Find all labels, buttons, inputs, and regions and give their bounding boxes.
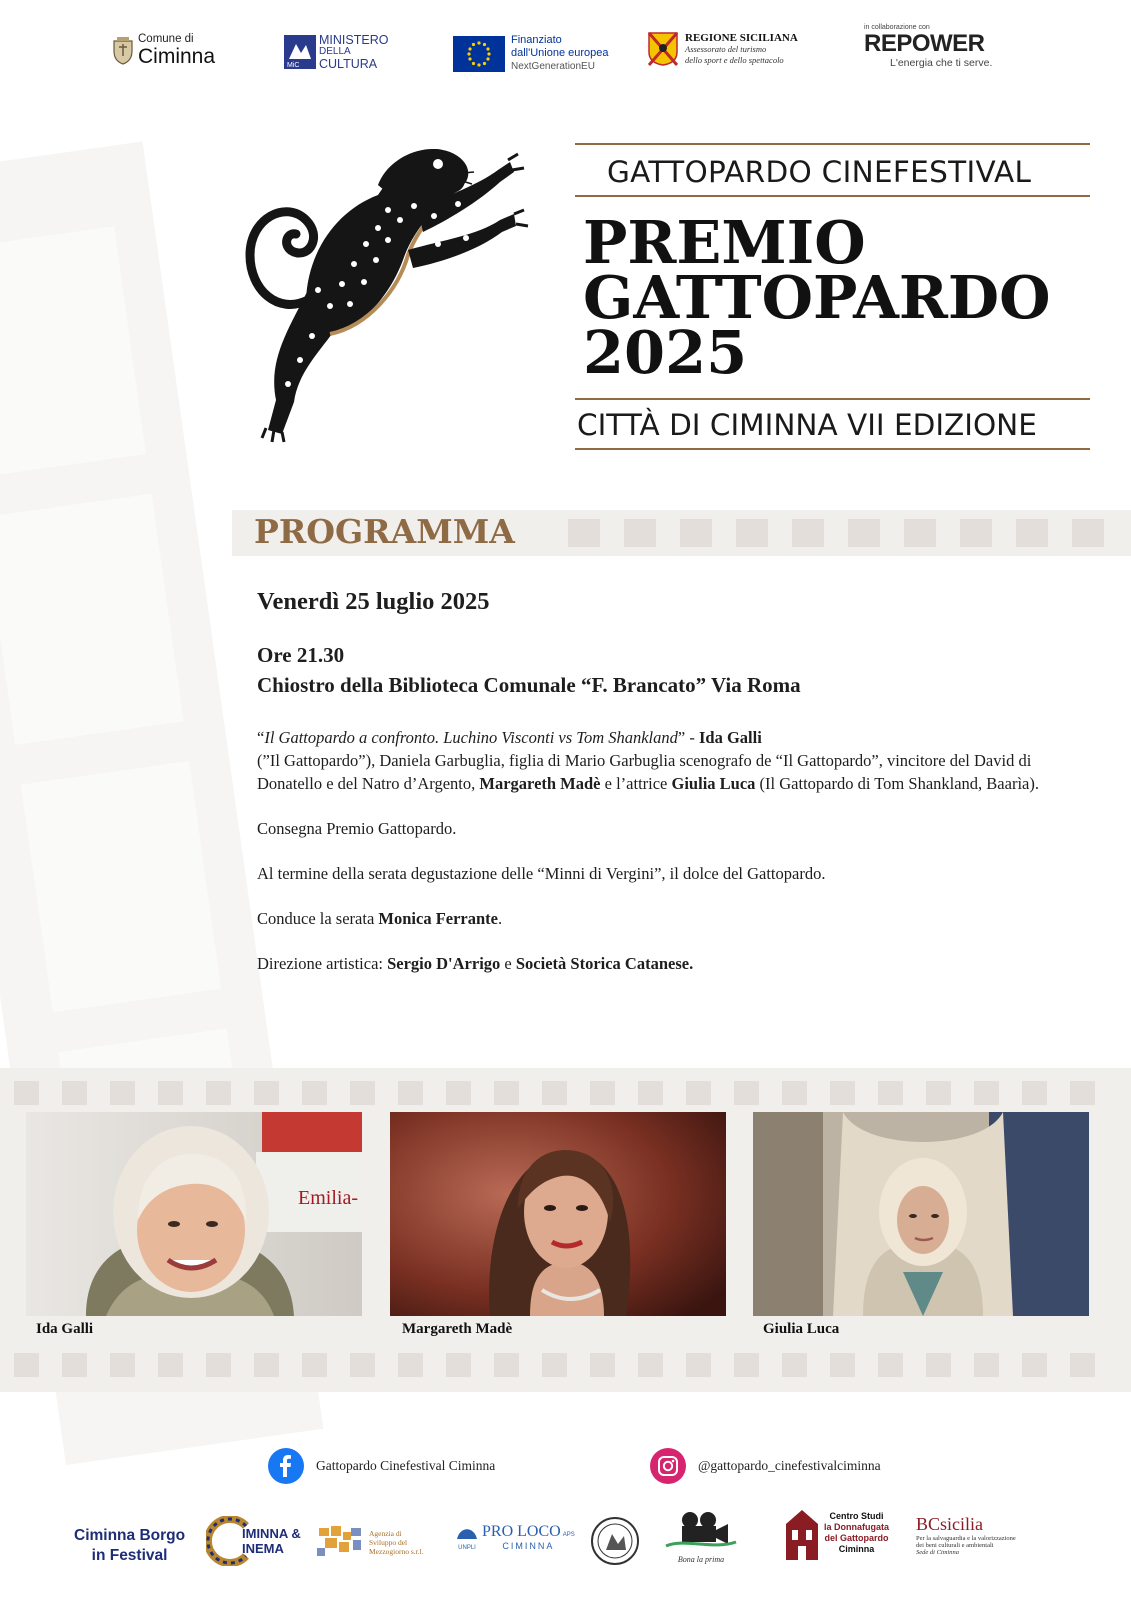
cinema-line2: INEMA: [242, 1541, 284, 1556]
premio-title: [583, 208, 1090, 387]
repower-tagline: L'energia che ti serve.: [890, 57, 993, 69]
ministero-line2: DELLA: [319, 46, 351, 57]
seal-icon: [590, 1516, 640, 1566]
instagram-link[interactable]: [650, 1448, 881, 1484]
centro-studi-logo: [782, 1506, 889, 1560]
bc-line3: Sede di Ciminna: [916, 1549, 959, 1556]
desc-tail: (Il Gattopardo di Tom Shankland, Baarìa).: [755, 774, 1039, 793]
bona-line1: Bona la prima: [677, 1555, 725, 1564]
borgo-line1: Ciminna Borgo: [74, 1527, 186, 1544]
film-holes-bottom: [14, 1353, 1095, 1377]
puzzle-map-icon: [315, 1524, 367, 1560]
comune-ciminna-logo: [112, 34, 215, 67]
photo-ida-galli: [26, 1112, 362, 1316]
title-block: [575, 143, 1090, 450]
festival-name: GATTOPARDO CINEFESTIVAL: [607, 155, 1032, 189]
caption-giulia-luca: Giulia Luca: [763, 1321, 840, 1337]
unpli-icon: [456, 1522, 478, 1540]
bc-title: BCsicilia: [916, 1514, 983, 1534]
caption-margareth-made: Margareth Madè: [402, 1321, 513, 1337]
repower-logo: [864, 24, 992, 69]
instagram-icon: [650, 1448, 686, 1484]
agenzia-line3: Mezzogiorno s.r.l.: [369, 1546, 424, 1556]
regione-line1: REGIONE SICILIANA: [685, 31, 798, 44]
mic-icon: [284, 35, 316, 69]
bcsicilia-logo: [916, 1514, 1016, 1556]
agenzia-line2: Sviluppo del: [369, 1537, 408, 1547]
ministero-line1: MINISTERO: [319, 33, 389, 47]
conduce-pre: Conduce la serata: [257, 909, 379, 928]
title-rule-mid: [575, 195, 1090, 197]
programma-film-holes: [568, 519, 1104, 547]
photo-background-sign: Emilia-: [298, 1187, 358, 1209]
quote-open: “: [257, 728, 265, 747]
centro-line1: Centro Studi: [829, 1511, 884, 1521]
photo-film-strip: [0, 1068, 1131, 1392]
eu-line1: Finanziato: [511, 34, 562, 46]
caption-ida-galli: Ida Galli: [36, 1321, 94, 1337]
photo-margareth-made: [390, 1112, 726, 1316]
event-description: [257, 726, 1087, 795]
mic-badge: MiC: [287, 62, 300, 69]
edition-subtitle: CITTÀ DI CIMINNA VII EDIZIONE: [577, 408, 1037, 442]
proloco-ciminna-logo: [456, 1522, 575, 1551]
desc-mid1: (”Il Gattopardo”), Daniela Garbuglia, figlia di Mario Garbuglia scenografo de “Il Gattopardo”, vincitore del David di Donatello e del Natro d’Argento,: [257, 751, 1032, 793]
unpli-label: UNPLI: [458, 1545, 476, 1551]
regione-line3: dello sport e dello spettacolo: [685, 54, 784, 65]
host-name: Monica Ferrante: [378, 909, 498, 928]
degustazione-text: Al termine della serata degustazione delle “Minni di Vergini”, il dolce del Gattopardo.: [257, 864, 826, 883]
premio-line2: GATTOPARDO: [583, 263, 1051, 332]
eu-funding-logo: [453, 34, 609, 73]
ciminna-cinema-logo: [206, 1516, 301, 1566]
event-place: Chiostro della Biblioteca Comunale “F. Brancato” Via Roma: [257, 673, 801, 697]
bc-line2: dei beni culturali e ambientali: [916, 1542, 994, 1549]
agenzia-sviluppo-logo: [315, 1524, 424, 1560]
director-name: Sergio D'Arrigo: [387, 954, 501, 973]
ministero-line3: CULTURA: [319, 57, 378, 71]
premio-line3: 2025: [583, 318, 748, 387]
instagram-label: @gattopardo_cinefestivalciminna: [698, 1458, 881, 1473]
coat-of-arms-icon: [112, 35, 134, 65]
consegna-text: Consegna Premio Gattopardo.: [257, 819, 457, 838]
desc-mid2: e l’attrice: [600, 774, 672, 793]
borgo-line2: in Festival: [91, 1547, 168, 1564]
regione-siciliana-logo: [648, 32, 798, 66]
proloco-line1: PRO LOCO: [482, 1522, 561, 1540]
talk-title: Il Gattopardo a confronto. Luchino Visconti vs Tom Shankland: [264, 728, 678, 747]
title-rule-bottom: [575, 448, 1090, 450]
agenzia-line1: Agenzia di: [369, 1528, 402, 1538]
facebook-link[interactable]: [268, 1448, 495, 1484]
bona-la-prima-logo: [664, 1510, 738, 1564]
quote-close: ” -: [677, 728, 699, 747]
centro-line4: Ciminna: [838, 1544, 875, 1554]
conduce-text: [257, 907, 1087, 930]
gattopardo-leopard-emblem: [238, 140, 548, 450]
centro-line3: del Gattopardo: [824, 1533, 889, 1543]
photo-giulia-luca: [753, 1112, 1089, 1316]
trinacria-icon: [648, 32, 678, 66]
sponsor-logos-bottom: [60, 1504, 1070, 1574]
direzione-text: [257, 952, 1087, 975]
comune-line1: Comune di: [138, 33, 194, 45]
bc-line1: Per la salvaguardia e la valorizzazione: [916, 1535, 1016, 1542]
premio-line1: PREMIO: [583, 208, 866, 277]
sponsor-logos-top: [100, 24, 1030, 80]
repower-name: REPOWER: [864, 30, 985, 57]
guest-margareth-made: Margareth Madè: [479, 774, 601, 793]
eu-line2: dall'Unione europea: [511, 47, 609, 59]
eu-flag-icon: [453, 36, 505, 72]
ministero-cultura-logo: [284, 34, 388, 70]
film-camera-icon: [664, 1510, 738, 1550]
society-name: Società Storica Catanese.: [515, 954, 694, 973]
cinema-line1: IMINNA &: [242, 1526, 301, 1541]
conduce-post: .: [497, 909, 503, 928]
repower-pre: in collaborazione con: [864, 24, 930, 31]
film-holes-top: [14, 1081, 1095, 1105]
ciminna-borgo-logo: [74, 1526, 185, 1566]
guest-ida-galli: Ida Galli: [698, 728, 762, 747]
comune-line2: Ciminna: [138, 44, 216, 68]
program-content: [257, 588, 1087, 975]
eu-line3: NextGenerationEU: [511, 61, 595, 72]
proloco-line2: CIMINNA: [502, 1540, 555, 1551]
facebook-icon: [268, 1448, 304, 1484]
regione-line2: Assessorato del turismo: [685, 43, 767, 54]
round-seal-logo: [590, 1516, 640, 1571]
programma-title: PROGRAMMA: [254, 512, 515, 551]
programma-band: [232, 510, 1131, 556]
event-time: Ore 21.30: [257, 643, 345, 667]
event-date: Venerdì 25 luglio 2025: [257, 588, 490, 615]
palace-icon: [782, 1506, 822, 1560]
proloco-aps: APS: [562, 1531, 575, 1538]
direzione-pre: Direzione artistica:: [257, 954, 388, 973]
direzione-mid: e: [500, 954, 516, 973]
guest-giulia-luca: Giulia Luca: [671, 774, 756, 793]
facebook-label: Gattopardo Cinefestival Ciminna: [316, 1458, 496, 1473]
centro-line2: la Donnafugata: [824, 1522, 890, 1532]
